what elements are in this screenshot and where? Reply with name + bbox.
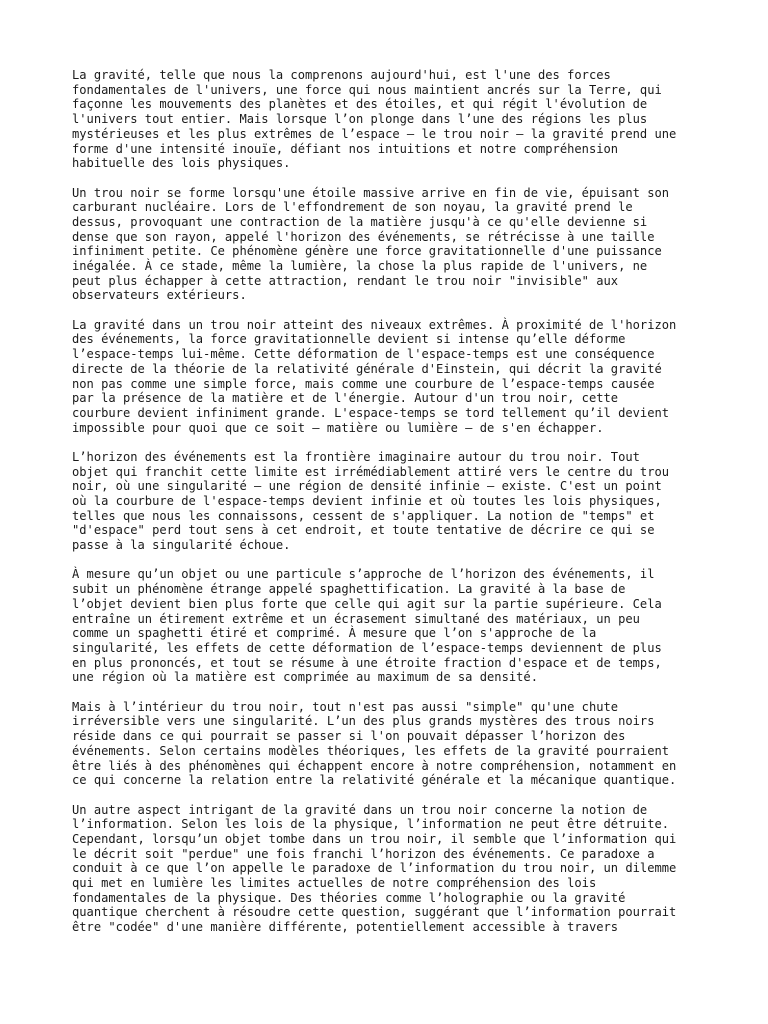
paragraph-information: Un autre aspect intrigant de la gravité dans un trou noir concerne la notion de l’information. Selon les lois de la physique, l’information ne peut être détruite. Cependant, lorsqu’un objet tombe dans un trou noir, il semble que l’information qui le décrit soit "perdue" une fois franchi l’horizon des événements. Ce paradoxe a conduit à ce que l’on appelle le paradoxe de l’information du trou noir, un dilemme qui met en lumière les limites actuelles de notre compréhension des lois fondamentales de la physique. Des théories comme l’holographie ou la gravité quantique cherchent à résoudre cette question, suggérant que l’information pourrait être "codée" d'une manière différente, potentiellement accessible à travers <box>72 802 677 935</box>
document-page <box>72 68 702 949</box>
paragraph-spacetime: La gravité dans un trou noir atteint des niveaux extrêmes. À proximité de l'horizon des événements, la force gravitationnelle devient si intense qu’elle déforme l’espace-temps lui-même. Cette déformation de l'espace-temps est une conséquence directe de la théorie de la relativité générale d'Einstein, qui décrit la gravité non pas comme une simple force, mais comme une courbure de l’espace-temps causée par la présence de la matière et de l'énergie. Autour d'un trou noir, cette courbure devient infiniment grande. L'espace-temps se tord tellement qu’il devient impossible pour quoi que ce soit — matière ou lumière — de s'en échapper. <box>72 317 677 435</box>
paragraph-intro: La gravité, telle que nous la comprenons aujourd'hui, est l'une des forces fondamentales de l'univers, une force qui nous maintient ancrés sur la Terre, qui façonne les mouvements des planètes et des étoiles, et qui régit l'évolution de l'univers tout entier. Mais lorsque l’on plonge dans l’une des régions les plus mystérieuses et les plus extrêmes de l’espace — le trou noir — la gravité prend une forme d'une intensité inouïe, défiant nos intuitions et notre compréhension habituelle des lois physiques. <box>72 68 677 171</box>
paragraph-spaghettification: À mesure qu’un objet ou une particule s’approche de l’horizon des événements, il subit un phénomène étrange appelé spaghettification. La gravité à la base de l’objet devient bien plus forte que celle qui agit sur la partie supérieure. Cela entraîne un étirement extrême et un écrasement simultané des matériaux, un peu comme un spaghetti étiré et comprimé. À mesure que l’on s'approche de la singularité, les effets de cette déformation de l’espace-temps deviennent de plus en plus prononcés, et tout se résume à une étroite fraction d'espace et de temps, une région où la matière est comprimée au maximum de sa densité. <box>72 567 662 685</box>
paragraph-event-horizon: L’horizon des événements est la frontière imaginaire autour du trou noir. Tout objet qui franchit cette limite est irrémédiablement attiré vers le centre du trou noir, où une singularité — une région de densité infinie — existe. C'est un point où la courbure de l'espace-temps devient infinie et où toutes les lois physiques, telles que nous les connaissons, cessent de s'appliquer. La notion de "temps" et "d'espace" perd tout sens à cet endroit, et toute tentative de décrire ce qui se passe à la singularité échoue. <box>72 449 670 553</box>
paragraph-interior: Mais à l’intérieur du trou noir, tout n'est pas aussi "simple" qu'une chute irréversible vers une singularité. L’un des plus grands mystères des trous noirs réside dans ce qui pourrait se passer si l'on pouvait dépasser l’horizon des événements. Selon certains modèles théoriques, les effets de la gravité pourraient être liés à des phénomènes qui échappent encore à notre compréhension, notamment en ce qui concerne la relation entre la relativité générale et la mécanique quantique. <box>72 699 677 788</box>
paragraph-formation: Un trou noir se forme lorsqu'une étoile massive arrive en fin de vie, épuisant son carburant nucléaire. Lors de l'effondrement de son noyau, la gravité prend le dessus, provoquant une contraction de la matière jusqu'à ce qu'elle devienne si dense que son rayon, appelé l'horizon des événements, se rétrécisse à une taille infiniment petite. Ce phénomène génère une force gravitationnelle d'une puissance inégalée. À ce stade, même la lumière, la chose la plus rapide de l'univers, ne peut plus échapper à cette attraction, rendant le trou noir "invisible" aux observateurs extérieurs. <box>72 185 670 303</box>
